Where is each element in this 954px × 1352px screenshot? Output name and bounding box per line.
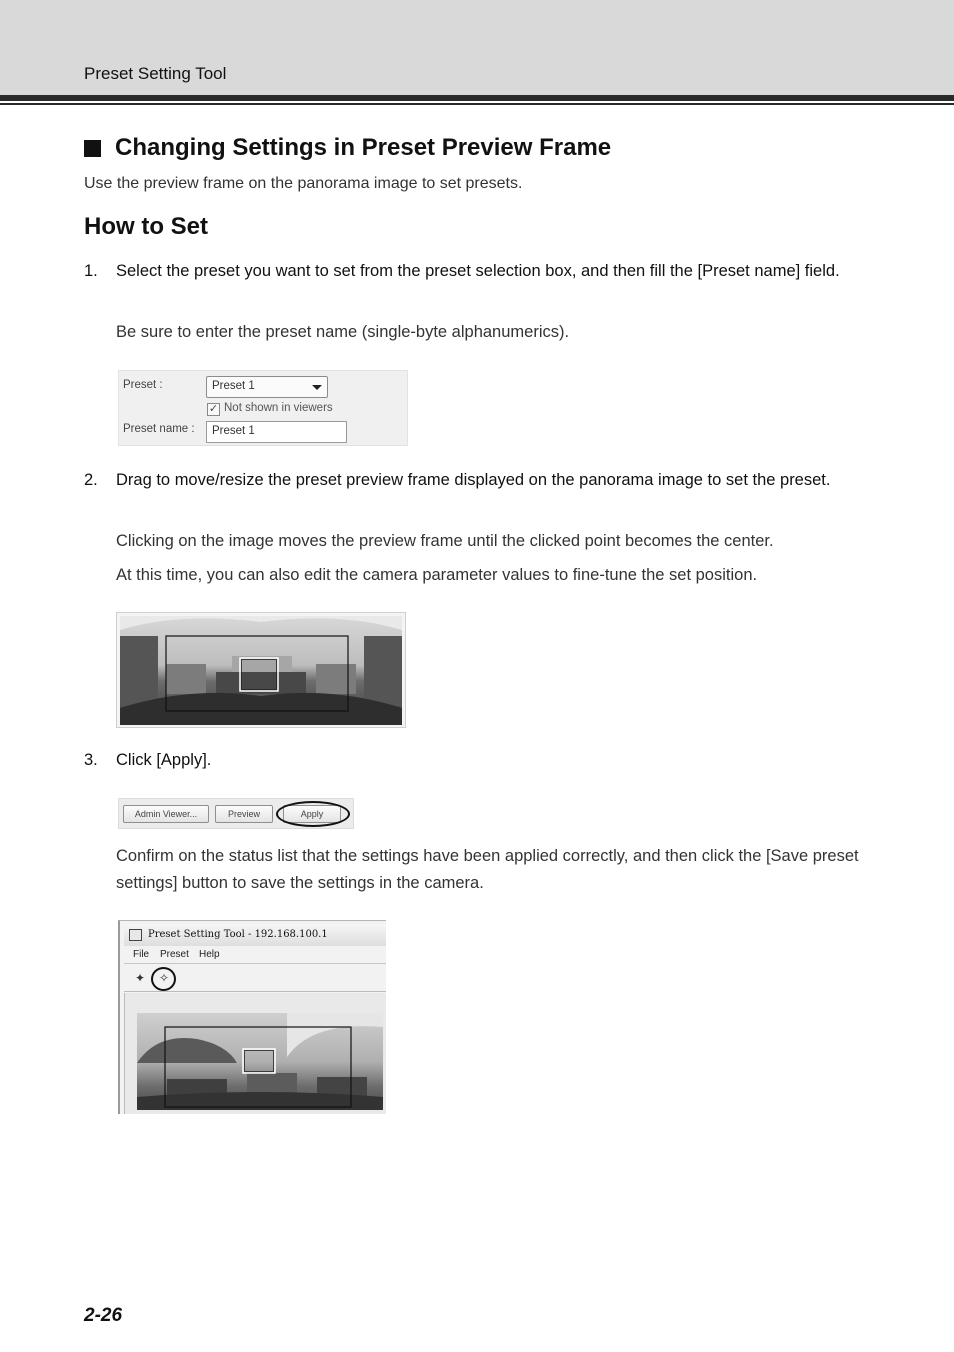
preset-select[interactable]: [206, 376, 328, 398]
section-intro: Use the preview frame on the panorama image to set presets.: [84, 175, 523, 192]
square-bullet-icon: [84, 140, 101, 157]
camera-connect-icon[interactable]: ✦: [134, 971, 146, 985]
step-text: Click [Apply].: [116, 751, 212, 769]
step-number: 3.: [84, 751, 98, 769]
buttons-screenshot: [118, 798, 354, 829]
page-number: 2-26: [84, 1305, 123, 1326]
toolbar: [124, 965, 386, 992]
menu-file[interactable]: File: [133, 949, 150, 960]
step-text: Drag to move/resize the preset preview frame displayed on the panorama image to set the preset.: [116, 471, 831, 489]
section-title: Changing Settings in Preset Preview Frame: [115, 134, 612, 161]
chevron-down-icon: [312, 385, 322, 390]
preset-name-field[interactable]: Preset 1: [206, 421, 347, 443]
menu-preset[interactable]: Preset: [160, 949, 189, 960]
preset-select-value: Preset 1: [212, 380, 255, 392]
step-text: Select the preset you want to set from the preset selection box, and then fill the [Preset name] field.: [116, 262, 840, 280]
window-title: Preset Setting Tool - 192.168.100.1: [148, 929, 328, 940]
preset-settings-screenshot: [118, 370, 408, 446]
not-shown-checkbox[interactable]: ✓: [208, 403, 219, 415]
panorama-photo: [120, 616, 402, 725]
panorama-image[interactable]: [137, 1013, 383, 1110]
window-titlebar: [124, 924, 386, 946]
preview-button[interactable]: Preview: [215, 805, 273, 823]
header-rule-thin: [0, 103, 954, 105]
app-window-screenshot: [118, 920, 386, 1114]
menu-bar: [124, 947, 386, 964]
step-note: At this time, you can also edit the camera parameter values to fine-tune the set position.: [116, 566, 758, 584]
preset-label: Preset :: [123, 379, 163, 391]
panorama-screenshot: [116, 612, 406, 728]
step-note: Be sure to enter the preset name (single-byte alphanumerics).: [116, 323, 570, 341]
panorama-photo: [137, 1013, 383, 1110]
admin-viewer-button[interactable]: Admin Viewer...: [123, 805, 209, 823]
save-preset-icon[interactable]: ✧: [158, 971, 170, 985]
window-content: [124, 993, 386, 1114]
not-shown-label: Not shown in viewers: [224, 402, 333, 414]
highlight-circle: [151, 967, 176, 991]
menu-help[interactable]: Help: [199, 949, 220, 960]
subheading: How to Set: [84, 213, 208, 240]
app-icon: [129, 929, 142, 941]
step-note: Confirm on the status list that the settings have been applied correctly, and then click the [Save preset settings] button to save the settings in the camera.: [116, 847, 859, 892]
step-number: 2.: [84, 471, 98, 489]
header-title: Preset Setting Tool: [84, 64, 227, 83]
header-rule-thick: [0, 95, 954, 101]
section-heading: [84, 134, 611, 162]
highlight-circle: [276, 801, 350, 827]
preset-name-label: Preset name :: [123, 423, 195, 435]
panorama-image[interactable]: [120, 616, 402, 725]
step-number: 1.: [84, 262, 98, 280]
apply-button[interactable]: Apply: [283, 805, 341, 823]
step-note: Clicking on the image moves the preview frame until the clicked point becomes the center.: [116, 532, 774, 550]
